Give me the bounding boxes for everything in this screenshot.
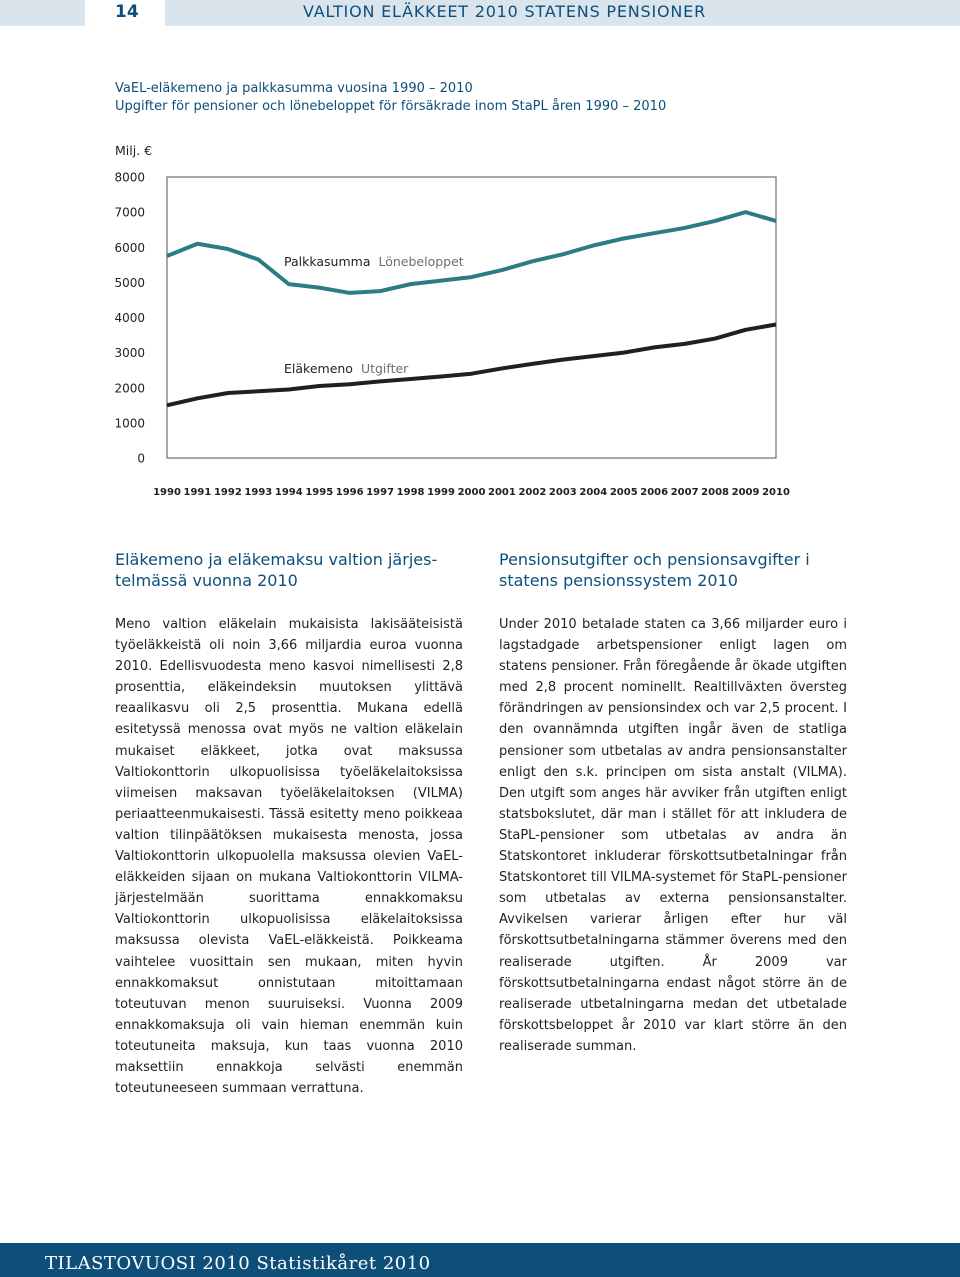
x-tick-label: 1990 bbox=[153, 487, 181, 498]
running-title: VALTION ELÄKKEET 2010 STATENS PENSIONER bbox=[303, 2, 706, 21]
y-tick-label: 8000 bbox=[114, 170, 145, 185]
paragraph-sv: Under 2010 betalade staten ca 3,66 miljarder euro i lagstadgade arbetspensioner enligt lagen om statens pensioner. Från föregående år ökade utgiften med 2,8 procent nominellt. Realtillväxten översteg förändringen av pensionsindex och var 2,5 procent. I den ovannämnda utgiften ingår även de statliga pensioner som utbetalas av andra pensionsanstalter enligt den s.k. principen om sista anstalt (VILMA). Den utgift som anges här avviker från utgiften enligt statsbokslutet, där man i stället för att inkludera de StaPL-pensioner som utbetalas av andra än Statskontoret inkluderar förskottsutbetalningar från Statskontoret till VILMA-systemet för StaPL-pensioner som utbetalas av externa pensionsanstalter. Avvikelsen varierar årligen efter hur väl förskottsutbetalningarna stämmer överens med den realiserade utgiften. År 2009 var förskottsutbetalningarna endast något större än de realiserade utbetalningarna medan det utbetalade förskottsbeloppet år 2010 var klart större än den realiserade summan. bbox=[499, 617, 847, 1054]
page-number: 14 bbox=[115, 2, 139, 22]
x-tick-label: 2002 bbox=[518, 487, 547, 498]
body-text-fi bbox=[115, 614, 463, 1099]
x-tick-label: 1991 bbox=[183, 487, 212, 498]
body-text-sv bbox=[499, 614, 847, 1057]
unit-label: Milj. € bbox=[115, 143, 153, 158]
x-tick-label: 2003 bbox=[548, 487, 577, 498]
series-label-elakemeno-fi: Eläkemeno bbox=[284, 361, 353, 376]
y-tick-label: 6000 bbox=[114, 240, 145, 255]
section-heading-sv: Pensionsutgifter och pensionsavgifter i statens pensionssystem 2010 bbox=[499, 550, 810, 590]
series-label-elakemeno bbox=[284, 361, 409, 376]
x-tick-label: 2006 bbox=[640, 487, 669, 498]
x-tick-label: 2009 bbox=[731, 487, 760, 498]
x-tick-label: 1992 bbox=[213, 487, 242, 498]
series-label-palkkasumma-fi: Palkkasumma bbox=[284, 254, 371, 269]
line-chart bbox=[0, 0, 960, 520]
x-tick-label: 1994 bbox=[274, 487, 303, 498]
footer-text: TILASTOVUOSI 2010 Statistikåret 2010 bbox=[45, 1253, 431, 1274]
x-tick-label: 1995 bbox=[305, 487, 334, 498]
series-label-palkkasumma-sv: Lönebeloppet bbox=[378, 254, 464, 269]
x-tick-label: 1998 bbox=[396, 487, 425, 498]
series-line-palkkasumma bbox=[167, 212, 776, 293]
y-tick-label: 3000 bbox=[114, 346, 145, 361]
x-tick-label: 2005 bbox=[609, 487, 638, 498]
x-tick-label: 1997 bbox=[366, 487, 395, 498]
paragraph-fi: Meno valtion eläkelain mukaisista lakisääteisistä työeläkkeistä oli noin 3,66 miljardia euroa vuonna 2010. Edellisvuodesta meno kasvoi nimellisesti 2,8 prosenttia, eläkeindeksin muutoksen ylittävä reaalikasvu oli 2,5 prosenttia. Mukana edellä esitetyssä menossa ovat myös ne valtion eläkelain mukaiset eläkkeet, jotka ovat maksussa Valtiokonttorin ulkopuolisissa työeläkelaitoksissa viimeisen maksavan työeläkelaitoksen (VILMA) periaatteenmukaisesti. Tässä esitetty meno poikkeaa valtion tilinpäätöksen mukaisesta menosta, jossa Valtiokonttorin ulkopuolella maksussa olevien VaEL-eläkkeiden sijaan on mukana Valtiokonttorin VILMA-järjestelmään suorittama ennakkomaksu Valtiokonttorin ulkopuolisissa eläkelaitoksissa maksussa olevista VaEL-eläkkeistä. Poikkeama vaihtelee vuosittain sen mukaan, miten hyvin ennakkomaksut onnistutaan mitoittamaan toteutuvan menon suuruiseksi. Vuonna 2009 ennakkomaksuja oli vain hieman enemmän kuin toteutuneita maksuja, kun taas vuonna 2010 maksettiin ennakkoja selvästi enemmän toteutuneeseen summaan verrattuna. bbox=[115, 617, 463, 1097]
x-tick-label: 2007 bbox=[670, 487, 699, 498]
x-tick-label: 1996 bbox=[335, 487, 364, 498]
x-tick-label: 2000 bbox=[457, 487, 486, 498]
x-tick-label: 2004 bbox=[579, 487, 608, 498]
y-tick-label: 4000 bbox=[114, 311, 145, 325]
x-tick-label: 2010 bbox=[762, 487, 790, 498]
x-tick-label: 2001 bbox=[488, 487, 516, 498]
y-tick-label: 2000 bbox=[114, 381, 145, 396]
y-tick-label: 0 bbox=[137, 451, 145, 466]
figure-title-fi: VaEL-eläkemeno ja palkkasumma vuosina 1990 – 2010 bbox=[115, 81, 473, 96]
y-tick-label: 5000 bbox=[114, 275, 145, 290]
section-heading-fi: Eläkemeno ja eläkemaksu valtion järjestelmässä vuonna 2010 bbox=[115, 550, 438, 590]
x-tick-label: 2008 bbox=[701, 487, 730, 498]
y-tick-label: 7000 bbox=[114, 205, 145, 220]
series-label-elakemeno-sv: Utgifter bbox=[360, 361, 409, 376]
x-tick-label: 1993 bbox=[244, 487, 273, 498]
x-tick-label: 1999 bbox=[427, 487, 455, 498]
series-label-palkkasumma bbox=[284, 254, 464, 269]
plot-frame bbox=[167, 177, 776, 458]
figure-title-sv: Upgifter för pensioner och lönebeloppet för försäkrade inom StaPL åren 1990 – 2010 bbox=[115, 99, 667, 114]
y-tick-label: 1000 bbox=[114, 416, 145, 431]
series-line-elakemeno bbox=[167, 325, 776, 406]
